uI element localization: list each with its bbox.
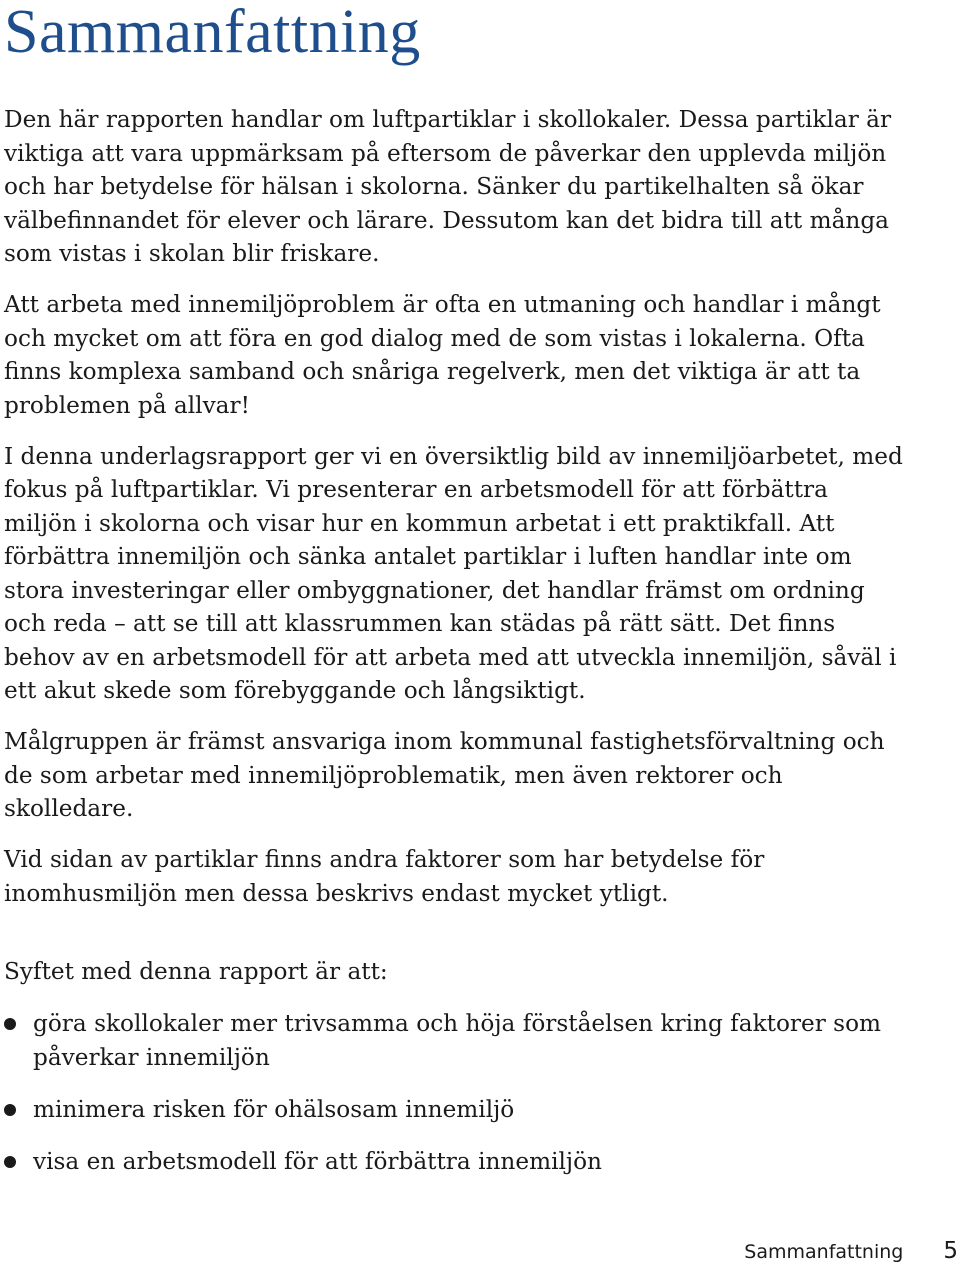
paragraph-challenge: Att arbeta med innemiljöproblem är ofta en utmaning och handlar i mångt och mycket om att föra en god dialog med de som vistas i lokalerna. Ofta finns komplexa samband och snåriga regelverk, men det viktiga är att ta problemen på allvar! xyxy=(4,291,881,419)
page-number: 5 xyxy=(943,1238,958,1264)
list-item-text: minimera risken för ohälsosam innemiljö xyxy=(33,1095,515,1123)
paragraph-other-factors: Vid sidan av partiklar finns andra faktorer som har betydelse för inomhusmiljön men dessa beskrivs endast mycket ytligt. xyxy=(4,846,765,907)
bullet-icon xyxy=(4,1104,16,1116)
paragraph-report-content: I denna underlagsrapport ger vi en översiktlig bild av innemiljöarbetet, med fokus på luftpartiklar. Vi presenterar en arbetsmodell för att förbättra miljön i skolorna och visar hur en kommun arbetat i ett praktikfall. Att förbättra innemiljön och sänka antalet partiklar i luften handlar inte om stora investeringar eller ombyggnationer, det handlar främst om ordning och reda – att se till att klassrummen kan städas på rätt sätt. Det finns behov av en arbetsmodell för att arbeta med att utveckla innemiljön, såväl i ett akut skede som förebyggande och långsiktigt. xyxy=(4,442,903,704)
page-title: Sammanfattning xyxy=(4,0,421,66)
bullet-icon xyxy=(4,1156,16,1168)
paragraph-target-group: Målgruppen är främst ansvariga inom kommunal fastighetsförvaltning och de som arbetar med innemiljöproblematik, men även rektorer och skolledare. xyxy=(4,728,885,822)
list-item xyxy=(4,1093,904,1127)
bullet-icon xyxy=(4,1018,16,1030)
page-footer xyxy=(744,1238,958,1264)
purpose-intro: Syftet med denna rapport är att: xyxy=(4,958,388,985)
list-item-text: visa en arbetsmodell för att förbättra innemiljön xyxy=(33,1147,602,1175)
paragraph-intro: Den här rapporten handlar om luftpartiklar i skollokaler. Dessa partiklar är viktiga att vara uppmärksam på eftersom de påverkar den upplevda miljön och har betydelse för hälsan i skolorna. Sänker du partikelhalten så ökar välbefinnandet för elever och lärare. Dessutom kan det bidra till att många som vistas i skolan blir friskare. xyxy=(4,106,892,267)
footer-section-label: Sammanfattning xyxy=(744,1241,904,1263)
summary-body xyxy=(4,103,904,928)
purpose-list xyxy=(4,1007,904,1197)
list-item xyxy=(4,1145,904,1179)
list-item-text: göra skollokaler mer trivsamma och höja förståelsen kring faktorer som påverkar innemiljön xyxy=(33,1010,882,1071)
list-item xyxy=(4,1007,904,1074)
